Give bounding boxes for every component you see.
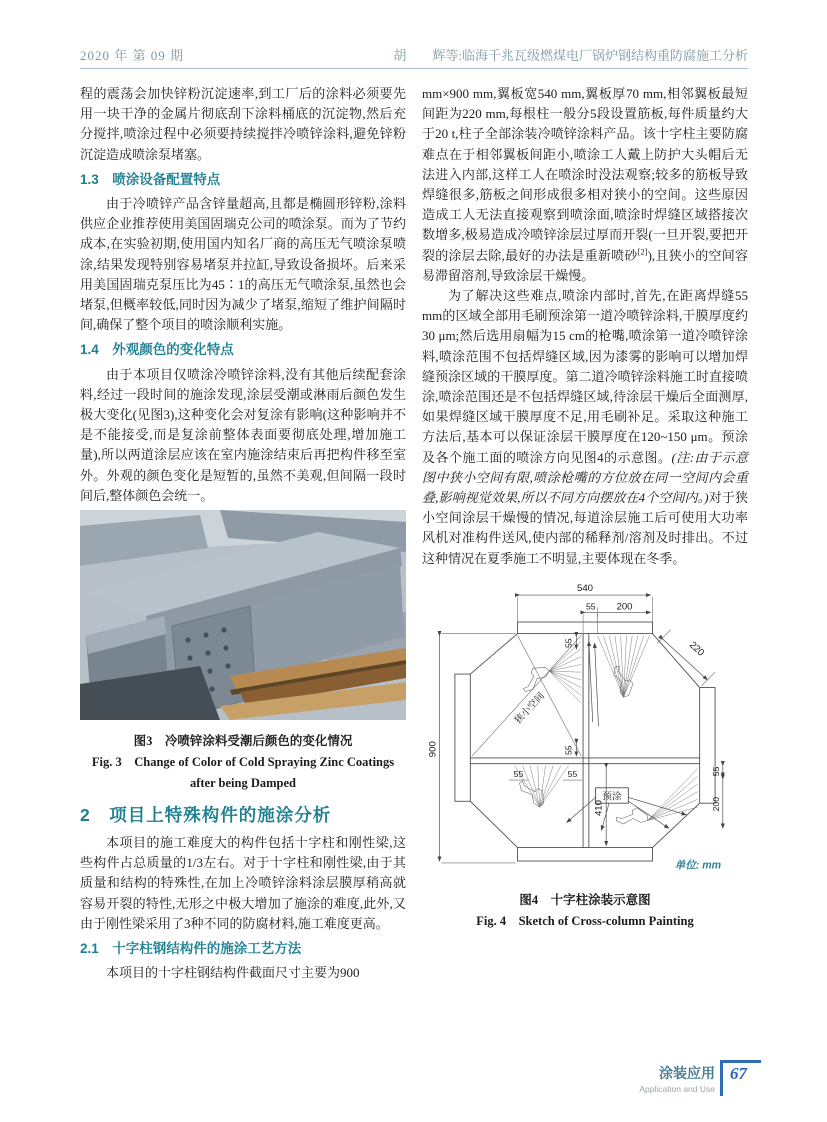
- page-number: [720, 1060, 761, 1096]
- spray-gun-icon: [605, 665, 638, 699]
- paragraph-2: 本项目的施工难度大的构件包括十字柱和刚性梁,这些构件占总质量的1/3左右。对于十字柱和刚性梁,由于其质量和结构的特殊性,在加上冷喷锌涂料涂层膜厚稍高就容易开裂的特性,无形之中极大增加了施涂的难度,此外,又由于刚性梁采用了3种不同的防腐材料,施工难度更高。: [80, 835, 406, 931]
- dim-55-e: 55: [710, 766, 721, 777]
- figure4-caption-cn: 图4 十字柱涂装示意图: [519, 893, 651, 908]
- figure4-diagram: [426, 579, 744, 879]
- heading-1-4: 1.4 外观颜色的变化特点: [80, 342, 234, 358]
- paragraph-1-4: 由于本项目仅喷涂冷喷锌涂料,没有其他后续配套涂料,经过一段时间的施涂发现,涂层受潮或淋雨后颜色发生极大变化(见图3),这种变化会对复涂有影响(这种影响并不是不能接受,而是复涂前整体表面要彻底处理,增加施工量),所以两道涂层应该在室内施涂结束后再把构件移至室外。外观的颜色变化是短暂的,虽然不美观,但间隔一段时间后,整体颜色会统一。: [80, 366, 406, 503]
- journal-issue: 2020 年 第 09 期: [80, 48, 185, 63]
- spray-gun-icon: [615, 801, 650, 836]
- narrow-space-label: 狭小空间: [512, 690, 547, 727]
- header-rule: [80, 68, 748, 69]
- figure3-caption-cn: 图3 冷喷锌涂料受潮后颜色的变化情况: [133, 734, 353, 749]
- running-title: 胡 辉等:临海千兆瓦级燃煤电厂锅炉钢结构重防腐施工分析: [393, 48, 748, 63]
- dim-900: 900: [427, 741, 439, 758]
- right-flange: [700, 687, 715, 803]
- spray-fan-bottom-right: [648, 768, 698, 820]
- dim-410: 410: [593, 799, 605, 816]
- dim-55-d: 55: [567, 769, 578, 780]
- dim-55-c: 55: [513, 769, 524, 780]
- dim-55-b: 55: [563, 745, 574, 755]
- figure3-photo: [80, 510, 406, 720]
- paragraph-2-1: 本项目的十字柱钢结构件截面尺寸主要为900: [106, 965, 360, 981]
- figure3: [80, 510, 406, 793]
- figure4: [422, 579, 748, 932]
- figure4-caption-en: Fig. 4 Sketch of Cross-column Painting: [476, 914, 694, 929]
- dim-55-top: 55: [585, 601, 596, 612]
- top-flange: [518, 622, 653, 634]
- dim-540: 540: [576, 583, 594, 595]
- unit-label: 单位: mm: [674, 859, 722, 872]
- right-column: [422, 84, 748, 931]
- precoat-label: 预涂: [602, 791, 622, 803]
- dim-55-a: 55: [563, 638, 574, 648]
- footer-section-cn: 涂装应用: [659, 1065, 715, 1081]
- left-flange: [455, 674, 470, 801]
- spray-fan-left: [549, 641, 581, 703]
- left-column: [80, 84, 406, 984]
- figure3-caption-en: Fig. 3 Change of Color of Cold Spraying Zinc Coatings after being Damped: [91, 755, 395, 790]
- heading-1-3: 1.3 喷涂设备配置特点: [80, 171, 221, 187]
- spray-fan-top-right: [598, 635, 650, 697]
- dim-220: 220: [686, 639, 707, 659]
- spray-gun-icon: [519, 781, 543, 807]
- paragraph-1-3: 由于冷喷锌产品含锌量超高,且都是椭圆形锌粉,涂料供应企业推荐使用美国固瑞克公司的喷涂泵。而为了节约成本,在实验初期,使用国内知名厂商的高压无气喷涂泵喷涂,结果发现特别容易堵泵并拉缸,导致设备损坏。后来采用美国固瑞克泵压比为45∶1的高压无气喷涂泵,虽然也会堵泵,但概率较低,同时因为减少了堵泵,缩短了维护间隔时间,确保了整个项目的喷涂顺利实施。: [80, 196, 406, 333]
- page-number-value: 67: [730, 1064, 747, 1083]
- paragraph-cross-column: mm×900 mm,翼板宽540 mm,翼板厚70 mm,相邻翼板最短间距为220 mm,每根柱一般分5段设置筋板,每件质量约大于20 t,柱子全部涂装冷喷锌涂料产品。该十字柱主要防腐难点在于相邻翼板间距小,喷涂工人戴上防护大头帽后无法进入内部,这样工人在喷涂时没法观察;较多的筋板导致焊缝很多,筋板之间形成很多相对狭小的空间。这些原因造成工人无法直接观察到喷涂面,喷涂时焊缝区域搭接次数增多,极易造成冷喷锌涂层过厚而开裂(一旦开裂,要把开裂的涂层去除,最好的办法是重新喷砂[2]),且狭小的空间容易滞留溶剂,导致涂层干燥慢。: [422, 86, 748, 283]
- footer-section-en: Application and Use: [639, 1084, 715, 1094]
- heading-2-1: 2.1 十字柱钢结构件的施涂工艺方法: [80, 941, 302, 957]
- paragraph-continuation: 程的震荡会加快锌粉沉淀速率,到工厂后的涂料必须要先用一块干净的金属片彻底刮下涂料桶底的沉淀物,然后充分搅拌,喷涂过程中必须要持续搅拌冷喷锌涂料,避免锌粉沉淀造成喷涂泵堵塞。: [80, 86, 406, 162]
- note-text: (注:由于示意图中狭小空间有限,喷涂枪嘴的方位放在同一空间内会重叠,影响视觉效果,所以不同方向摆放在4个空间内。): [422, 449, 748, 506]
- dim-200-top: 200: [616, 601, 633, 613]
- bottom-flange: [518, 847, 653, 860]
- page-footer: [639, 1060, 761, 1096]
- paragraph-solution: 为了解决这些难点,喷涂内部时,首先,在距离焊缝55 mm的区域全部用毛刷预涂第一道冷喷锌涂料,干膜厚度约30 μm;然后选用扇幅为15 cm的枪嘴,喷涂第一道冷喷锌涂料,喷涂范围不包括焊缝区域,因为漆雾的影响可以增加焊缝预涂区域的干膜厚度。第二道冷喷锌涂料施工时直接喷涂,喷涂范围还是不包括焊缝区域,待涂层干燥后全面测厚,如果焊缝区域干膜厚度不足,用毛刷补足。采取这种施工方法后,基本可以保证涂层干膜厚度在120~150 μm。预涂及各个施工面的喷涂方向见图4的示意图。(注:由于示意图中狭小空间有限,喷涂枪嘴的方位放在同一空间内会重叠,影响视觉效果,所以不同方向摆放在4个空间内。)对于狭小空间涂层干燥慢的情况,每道涂层施工后可使用大功率风机对准构件送风,使内部的稀释剂/溶剂及时排出。不过这种情况在夏季施工不明显,主要体现在冬季。: [422, 288, 748, 566]
- heading-2: 2 项目上特殊构件的施涂分析: [80, 804, 332, 825]
- reference-2: [2]: [637, 246, 648, 257]
- dim-200-side: 200: [710, 796, 721, 812]
